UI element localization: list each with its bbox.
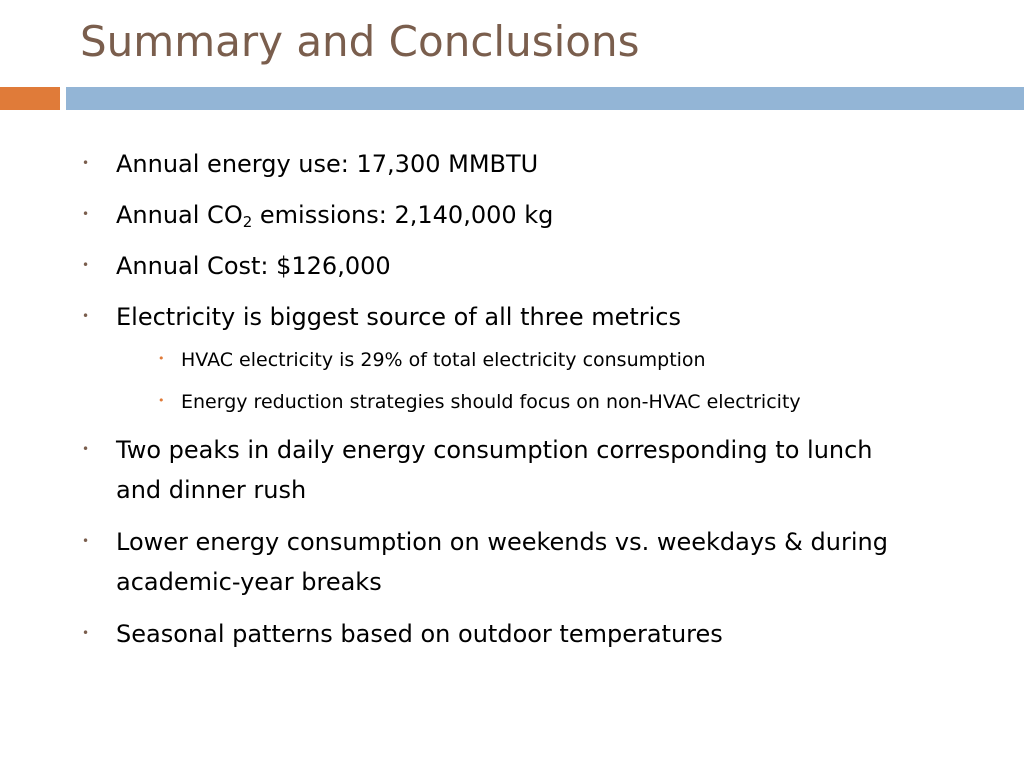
bullet-text-part: Annual CO [116, 201, 243, 229]
bullet-icon: • [82, 258, 90, 272]
bullet-text: Lower energy consumption on weekends vs. weekdays & during [116, 528, 888, 556]
bullet-icon: • [82, 309, 90, 323]
bullet-icon: • [82, 626, 90, 640]
bullet-text: Annual Cost: $126,000 [116, 252, 391, 280]
bullet-text: Seasonal patterns based on outdoor temperatures [116, 620, 723, 648]
bullet-text [116, 195, 553, 235]
bullet-text: Two peaks in daily energy consumption corresponding to lunch [116, 436, 873, 464]
bullet-icon: • [82, 156, 90, 170]
bullet-text: Energy reduction strategies should focus on non-HVAC electricity [181, 391, 801, 413]
bullet-icon: • [82, 207, 90, 221]
bullet-text: Electricity is biggest source of all three metrics [116, 303, 681, 331]
bullet-icon: • [158, 394, 165, 407]
bullet-text-continued: academic-year breaks [116, 568, 382, 596]
bullet-icon: • [158, 352, 165, 365]
bullet-text: Annual energy use: 17,300 MMBTU [116, 150, 539, 178]
bullet-text-part: emissions: 2,140,000 kg [252, 201, 554, 229]
bullet-icon: • [82, 442, 90, 456]
bullet-text: HVAC electricity is 29% of total electricity consumption [181, 349, 706, 371]
bullet-text-continued: and dinner rush [116, 476, 307, 504]
co2-subscript: 2 [242, 213, 253, 231]
slide-title: Summary and Conclusions [80, 17, 640, 66]
bullet-icon: • [82, 534, 90, 548]
